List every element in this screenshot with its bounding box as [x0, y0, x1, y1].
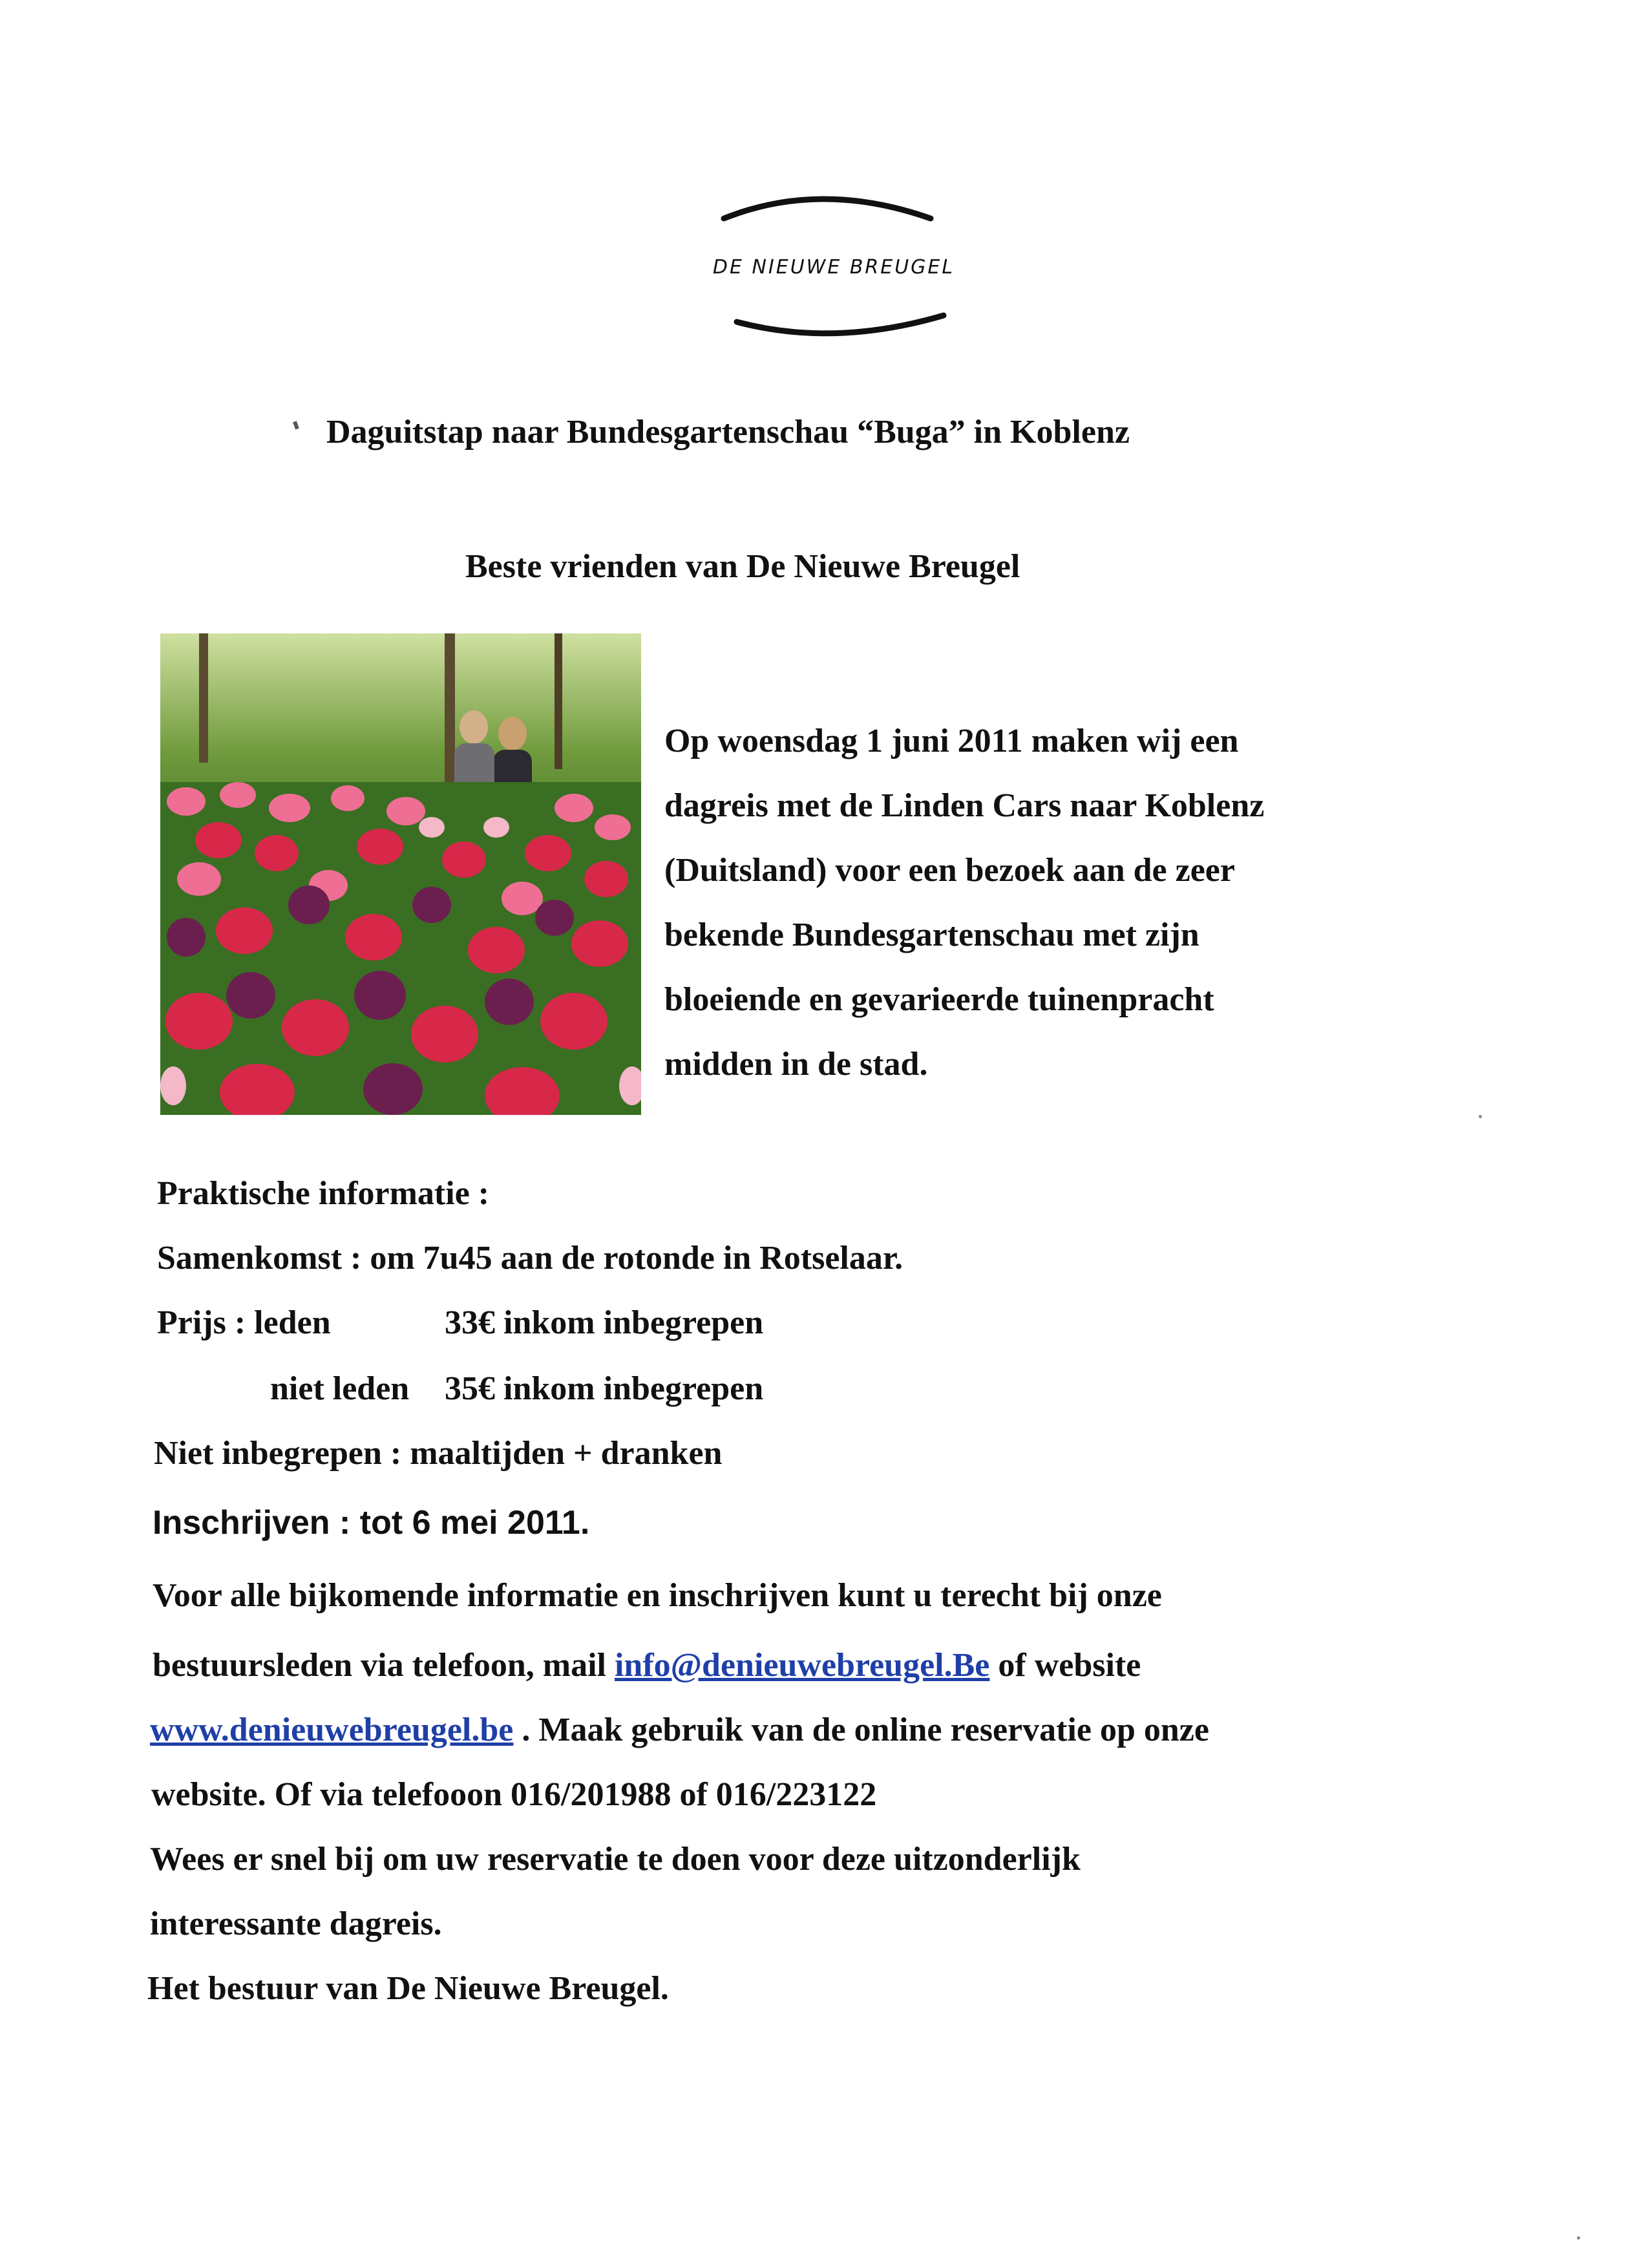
intro-line: midden in de stad. — [664, 1046, 928, 1083]
meeting-info: Samenkomst : om 7u45 aan de rotonde in Rotselaar. — [157, 1240, 903, 1277]
registration-deadline: Inschrijven : tot 6 mei 2011. — [153, 1504, 590, 1542]
contact-line — [153, 1647, 1141, 1684]
signature: Het bestuur van De Nieuwe Breugel. — [147, 1970, 669, 2007]
intro-line: bekende Bundesgartenschau met zijn — [664, 917, 1199, 953]
nonmember-label: niet leden — [270, 1370, 410, 1407]
email-link[interactable]: info@denieuwebreugel.Be — [614, 1647, 990, 1684]
scan-mark — [293, 421, 299, 429]
page-title: Daguitstap naar Bundesgartenschau “Buga” in Koblenz — [326, 414, 1130, 450]
intro-line: bloeiende en gevarieerde tuinenpracht — [664, 981, 1214, 1018]
practical-heading: Praktische informatie : — [157, 1175, 490, 1212]
intro-line: (Duitsland) voor een bezoek aan de zeer — [664, 852, 1235, 889]
contact-line: website. Of via telefooon 016/201988 of 016/223122 — [151, 1776, 877, 1813]
tulip-photo — [160, 633, 641, 1115]
website-link[interactable]: www.denieuwebreugel.be — [150, 1712, 514, 1748]
price-members: 33€ inkom inbegrepen — [445, 1304, 764, 1341]
contact-line — [150, 1712, 1209, 1748]
contact-text: bestuursleden via telefoon, mail — [153, 1647, 615, 1684]
price-nonmembers: 35€ inkom inbegrepen — [445, 1370, 764, 1407]
contact-text: of website — [989, 1647, 1141, 1684]
greeting: Beste vrienden van De Nieuwe Breugel — [465, 548, 1020, 585]
scan-speck — [1479, 1115, 1482, 1118]
contact-text: . Maak gebruik van de online reservatie op onze — [513, 1712, 1209, 1748]
contact-line: interessante dagreis. — [150, 1905, 442, 1942]
contact-line: Voor alle bijkomende informatie en inschrijven kunt u terecht bij onze — [153, 1577, 1162, 1614]
logo — [672, 175, 995, 368]
scan-speck — [1577, 2236, 1580, 2240]
contact-line: Wees er snel bij om uw reservatie te doen voor deze uitzonderlijk — [150, 1841, 1081, 1878]
intro-line: dagreis met de Linden Cars naar Koblenz — [664, 787, 1265, 824]
logo-text: DE NIEUWE BREUGEL — [712, 256, 955, 279]
price-label: Prijs : leden — [157, 1304, 331, 1341]
not-included: Niet inbegrepen : maaltijden + dranken — [154, 1435, 723, 1472]
intro-line: Op woensdag 1 juni 2011 maken wij een — [664, 723, 1239, 759]
